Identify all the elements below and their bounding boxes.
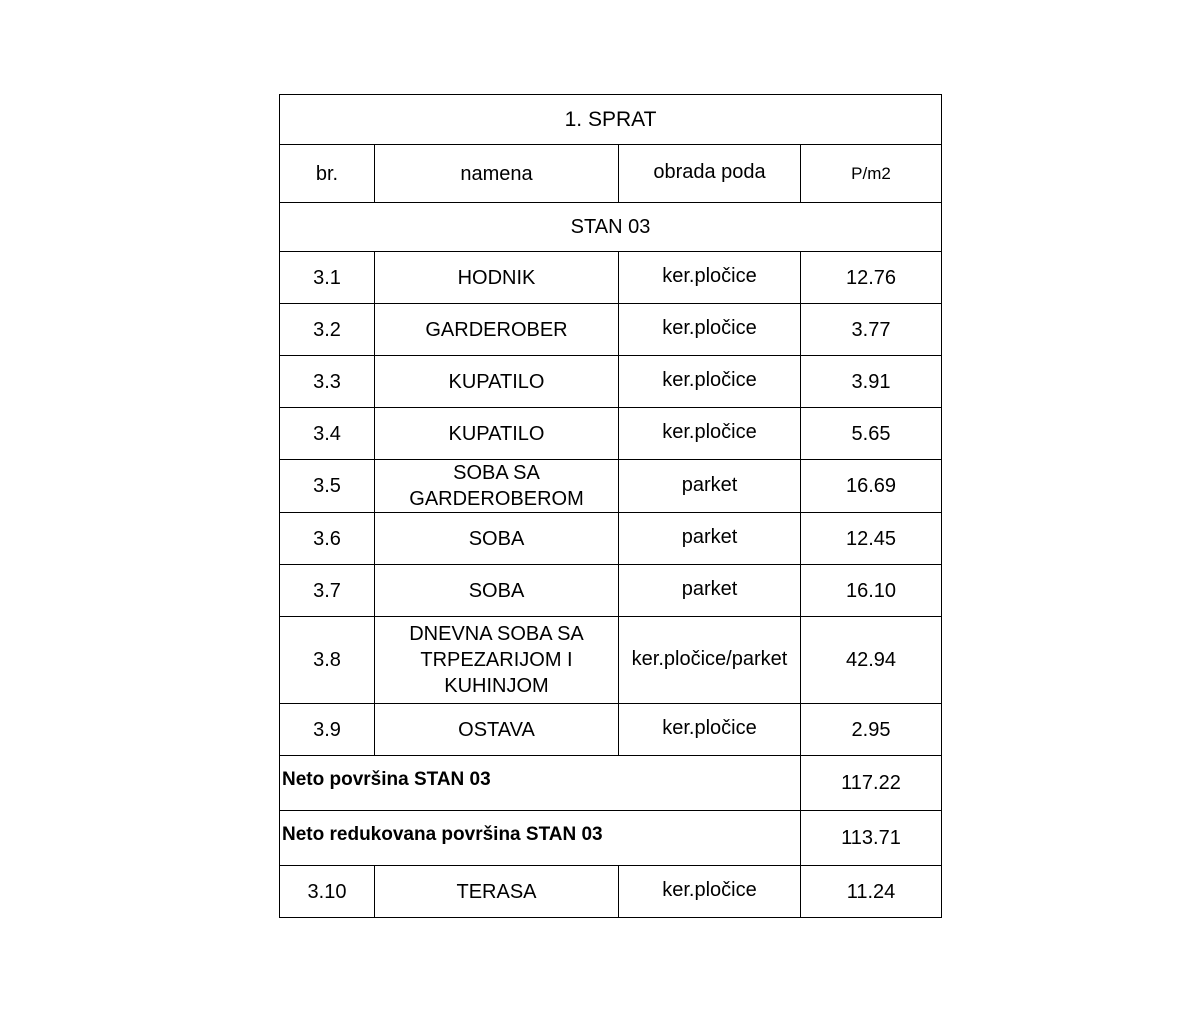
- room-name: KUPATILO: [375, 356, 619, 408]
- room-area: 16.10: [801, 565, 942, 617]
- room-number: 3.10: [280, 866, 375, 918]
- table-row: [280, 565, 942, 617]
- room-floor: ker.pločice: [619, 704, 801, 756]
- room-area: 12.45: [801, 513, 942, 565]
- room-area: 42.94: [801, 617, 942, 704]
- room-area: 12.76: [801, 252, 942, 304]
- table-row: [280, 704, 942, 756]
- room-area: 2.95: [801, 704, 942, 756]
- room-number: 3.6: [280, 513, 375, 565]
- room-floor: parket: [619, 513, 801, 565]
- room-area: 5.65: [801, 408, 942, 460]
- column-header-number: br.: [280, 145, 375, 203]
- section-title: STAN 03: [280, 203, 942, 252]
- room-name: [375, 617, 619, 704]
- room-name-line: TRPEZARIJOM I: [420, 649, 573, 671]
- table-row: [280, 866, 942, 918]
- room-name: OSTAVA: [375, 704, 619, 756]
- table-row: [280, 617, 942, 704]
- reduced-area-label: Neto redukovana površina STAN 03: [280, 811, 801, 866]
- room-number: 3.5: [280, 460, 375, 513]
- room-area-table: [279, 94, 942, 918]
- room-floor: ker.pločice: [619, 252, 801, 304]
- reduced-area-row: [280, 811, 942, 866]
- room-number: 3.3: [280, 356, 375, 408]
- net-area-value: 117.22: [801, 756, 942, 811]
- room-name-line: GARDEROBEROM: [409, 488, 584, 510]
- room-area: 16.69: [801, 460, 942, 513]
- room-floor: ker.pločice: [619, 304, 801, 356]
- room-name: SOBA: [375, 565, 619, 617]
- room-name: SOBA: [375, 513, 619, 565]
- table-row: [280, 513, 942, 565]
- room-floor: ker.pločice: [619, 408, 801, 460]
- reduced-area-value: 113.71: [801, 811, 942, 866]
- room-name: HODNIK: [375, 252, 619, 304]
- table-title: 1. SPRAT: [280, 95, 942, 145]
- room-floor: ker.pločice/parket: [619, 617, 801, 704]
- room-number: 3.9: [280, 704, 375, 756]
- table-row: [280, 408, 942, 460]
- room-number: 3.7: [280, 565, 375, 617]
- table-row: [280, 460, 942, 513]
- room-floor: parket: [619, 565, 801, 617]
- room-name-line: KUHINJOM: [444, 675, 549, 697]
- column-header-purpose: namena: [375, 145, 619, 203]
- room-number: 3.2: [280, 304, 375, 356]
- room-floor: ker.pločice: [619, 356, 801, 408]
- room-area: 3.77: [801, 304, 942, 356]
- room-area: 3.91: [801, 356, 942, 408]
- table-row: [280, 304, 942, 356]
- room-number: 3.8: [280, 617, 375, 704]
- room-floor: parket: [619, 460, 801, 513]
- room-name-line: DNEVNA SOBA SA: [409, 623, 584, 645]
- room-name: KUPATILO: [375, 408, 619, 460]
- room-name: [375, 460, 619, 513]
- room-number: 3.1: [280, 252, 375, 304]
- room-number: 3.4: [280, 408, 375, 460]
- room-floor: ker.pločice: [619, 866, 801, 918]
- room-name-line: SOBA SA: [453, 462, 540, 484]
- net-area-label: Neto površina STAN 03: [280, 756, 801, 811]
- room-name: GARDEROBER: [375, 304, 619, 356]
- column-header-floor-finish: obrada poda: [619, 145, 801, 203]
- net-area-row: [280, 756, 942, 811]
- table-row: [280, 356, 942, 408]
- room-name: TERASA: [375, 866, 619, 918]
- room-area: 11.24: [801, 866, 942, 918]
- column-header-area: P/m2: [801, 145, 942, 203]
- table-row: [280, 252, 942, 304]
